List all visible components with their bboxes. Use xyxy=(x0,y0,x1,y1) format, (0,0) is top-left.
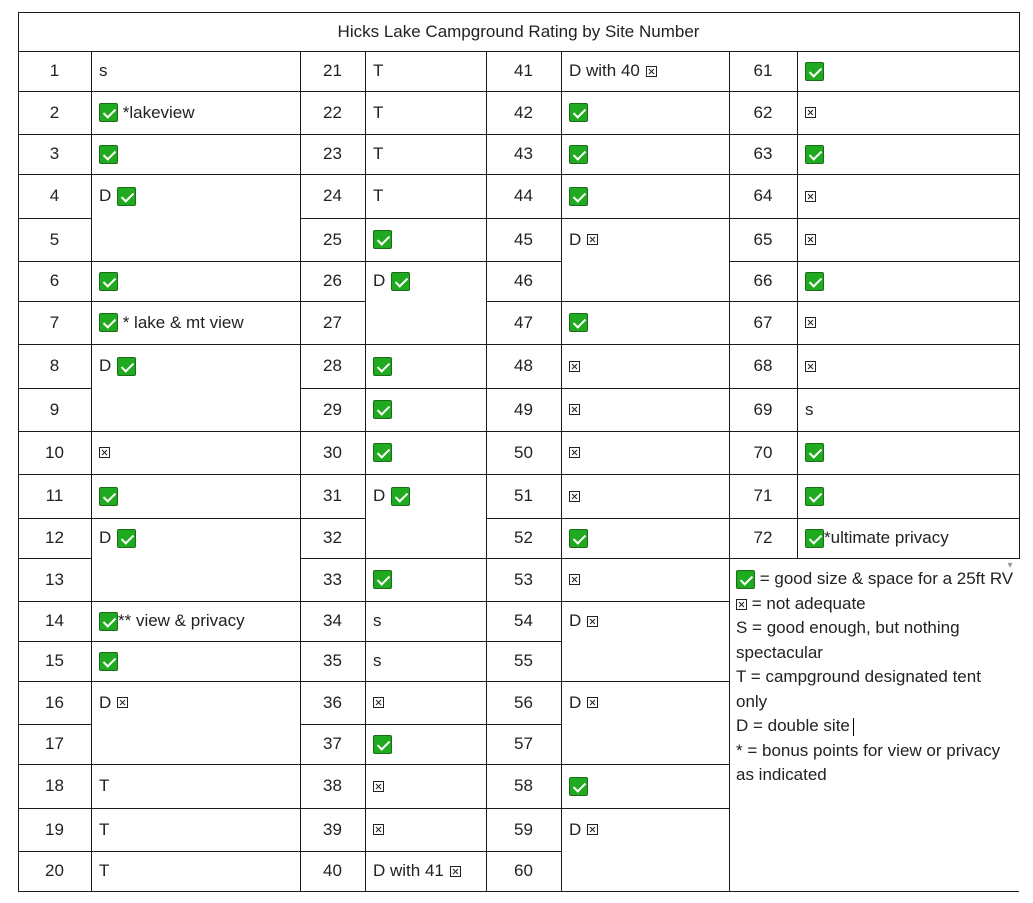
row-divider xyxy=(365,891,486,892)
x-box-icon xyxy=(736,599,747,610)
legend-text: S = good enough, but nothing spectacular xyxy=(736,618,965,662)
site-rating xyxy=(91,808,308,851)
rating-text: s xyxy=(805,399,814,419)
site-rating xyxy=(797,344,1027,388)
rating-text: D xyxy=(99,692,112,712)
site-number: 22 xyxy=(323,102,342,122)
scroll-arrow-icon[interactable]: ▾ xyxy=(1007,559,1013,571)
site-number: 34 xyxy=(323,611,342,630)
site-number: 67 xyxy=(753,312,773,332)
site-rating xyxy=(365,558,494,601)
site-number: 53 xyxy=(514,569,533,589)
site-rating xyxy=(365,681,494,724)
site-number: 7 xyxy=(49,312,60,332)
green-check-icon xyxy=(569,777,588,796)
row-divider xyxy=(561,891,729,892)
site-number: 29 xyxy=(323,399,342,419)
rating-text: D with 41 xyxy=(373,861,444,880)
rating-note: ** view & privacy xyxy=(118,611,245,630)
site-rating xyxy=(365,431,494,474)
green-check-icon xyxy=(99,652,118,671)
rating-text: T xyxy=(373,144,384,163)
site-number: 25 xyxy=(323,229,342,249)
site-rating xyxy=(365,851,494,891)
x-box-icon xyxy=(569,361,580,372)
site-number: 72 xyxy=(753,528,773,547)
legend-item xyxy=(736,739,1016,788)
site-rating xyxy=(561,431,737,474)
x-box-icon xyxy=(805,317,816,328)
x-box-icon xyxy=(373,824,384,835)
text-cursor xyxy=(853,718,854,736)
green-check-icon xyxy=(99,612,118,631)
site-rating xyxy=(561,344,737,388)
site-rating xyxy=(365,91,494,134)
green-check-icon xyxy=(805,487,824,506)
site-number: 4 xyxy=(49,186,60,205)
site-number: 56 xyxy=(514,692,533,712)
site-number: 44 xyxy=(514,186,533,205)
site-number: 20 xyxy=(45,861,64,880)
site-rating xyxy=(91,681,308,724)
site-number: 60 xyxy=(514,861,533,880)
green-check-icon xyxy=(805,62,824,81)
x-box-icon xyxy=(805,191,816,202)
site-rating xyxy=(91,344,308,388)
green-check-icon xyxy=(391,272,410,291)
site-rating xyxy=(365,808,494,851)
x-box-icon xyxy=(587,697,598,708)
rating-text: D xyxy=(569,229,582,249)
green-check-icon xyxy=(736,570,755,589)
green-check-icon xyxy=(117,187,136,206)
site-rating xyxy=(797,431,1027,474)
site-number: 28 xyxy=(323,356,342,375)
site-number: 55 xyxy=(514,651,533,670)
rating-text: D xyxy=(569,692,582,712)
site-number: 10 xyxy=(45,442,64,462)
green-check-icon xyxy=(373,443,392,462)
x-box-icon xyxy=(373,697,384,708)
site-rating xyxy=(561,301,737,344)
green-check-icon xyxy=(99,313,118,332)
green-check-icon xyxy=(569,529,588,548)
site-rating xyxy=(797,474,1027,518)
rating-text: s xyxy=(373,651,382,670)
site-rating xyxy=(91,301,308,344)
green-check-icon xyxy=(569,103,588,122)
legend-text: * = bonus points for view or privacy as indicated xyxy=(736,740,1005,784)
row-divider xyxy=(729,558,797,559)
rating-text: D xyxy=(569,611,582,630)
site-rating xyxy=(365,134,494,174)
rating-note: * lake & mt view xyxy=(118,312,244,332)
site-rating xyxy=(91,431,308,474)
site-rating xyxy=(365,388,494,431)
rating-text: D xyxy=(99,528,112,547)
site-number: 37 xyxy=(323,734,342,753)
legend-text: T = campground designated tent only xyxy=(736,667,986,711)
site-number: 71 xyxy=(753,486,773,505)
legend-text: = not adequate xyxy=(747,593,866,613)
site-number: 27 xyxy=(323,312,342,332)
site-number: 36 xyxy=(323,692,342,712)
x-box-icon xyxy=(450,866,461,877)
site-number: 50 xyxy=(514,442,533,462)
site-number: 64 xyxy=(753,186,773,205)
site-rating xyxy=(797,261,1027,301)
site-rating xyxy=(91,51,308,91)
legend-item xyxy=(736,567,1016,592)
legend-item xyxy=(736,616,1016,665)
green-check-icon xyxy=(569,187,588,206)
site-rating xyxy=(561,91,737,134)
x-box-icon xyxy=(587,234,598,245)
site-rating xyxy=(91,261,308,301)
site-rating xyxy=(797,134,1027,174)
site-rating xyxy=(365,601,494,641)
site-number: 15 xyxy=(45,651,64,670)
rating-text: T xyxy=(99,861,110,880)
site-rating xyxy=(91,474,308,518)
rating-note: *ultimate privacy xyxy=(824,528,949,547)
site-number: 2 xyxy=(49,102,60,122)
green-check-icon xyxy=(805,272,824,291)
site-number: 19 xyxy=(45,819,64,839)
site-rating xyxy=(365,218,494,261)
legend-item xyxy=(736,665,1016,714)
x-box-icon xyxy=(373,781,384,792)
site-rating xyxy=(797,174,1027,218)
x-box-icon xyxy=(587,616,598,627)
legend-text: = good size & space for a 25ft RV xyxy=(755,569,1014,588)
x-box-icon xyxy=(805,361,816,372)
green-check-icon xyxy=(391,487,410,506)
site-rating xyxy=(365,724,494,764)
site-number: 1 xyxy=(49,61,60,80)
site-rating xyxy=(561,218,737,261)
site-rating xyxy=(561,51,737,91)
rating-text: D xyxy=(569,819,582,839)
site-number: 59 xyxy=(514,819,533,839)
site-rating xyxy=(91,601,308,641)
site-number: 3 xyxy=(49,144,60,163)
x-box-icon xyxy=(569,404,580,415)
legend[interactable] xyxy=(736,567,1016,788)
site-number: 40 xyxy=(323,861,342,880)
site-rating xyxy=(365,51,494,91)
table-title: Hicks Lake Campground Rating by Site Number xyxy=(337,21,700,41)
green-check-icon xyxy=(99,272,118,291)
site-number: 33 xyxy=(323,569,342,589)
site-number: 12 xyxy=(45,528,64,547)
site-rating xyxy=(561,681,737,724)
site-number: 42 xyxy=(514,102,533,122)
x-box-icon xyxy=(569,447,580,458)
site-number: 9 xyxy=(49,399,60,419)
site-number: 57 xyxy=(514,734,533,753)
site-number: 66 xyxy=(753,271,773,290)
site-rating xyxy=(365,261,494,301)
site-rating xyxy=(797,518,1027,558)
site-rating xyxy=(561,174,737,218)
row-divider xyxy=(486,891,561,892)
x-box-icon xyxy=(569,491,580,502)
site-rating xyxy=(365,344,494,388)
site-rating xyxy=(91,851,308,891)
site-number: 70 xyxy=(753,442,773,462)
green-check-icon xyxy=(99,145,118,164)
site-number: 62 xyxy=(753,102,773,122)
site-rating xyxy=(561,388,737,431)
site-rating xyxy=(91,174,308,218)
site-number: 61 xyxy=(753,61,773,80)
site-rating xyxy=(91,91,308,134)
site-rating xyxy=(561,764,737,808)
green-check-icon xyxy=(373,400,392,419)
site-number: 39 xyxy=(323,819,342,839)
x-box-icon xyxy=(99,447,110,458)
site-rating xyxy=(561,134,737,174)
site-rating xyxy=(797,91,1027,134)
site-rating xyxy=(561,558,737,601)
site-number: 6 xyxy=(49,271,60,290)
site-rating xyxy=(91,518,308,558)
green-check-icon xyxy=(569,313,588,332)
rating-text: T xyxy=(99,776,110,795)
site-rating xyxy=(561,518,737,558)
site-number: 17 xyxy=(45,734,64,753)
site-number: 51 xyxy=(514,486,533,505)
x-box-icon xyxy=(587,824,598,835)
rating-text: D xyxy=(99,186,112,205)
site-rating xyxy=(91,764,308,808)
site-number: 18 xyxy=(45,776,64,795)
site-number: 49 xyxy=(514,399,533,419)
site-number: 35 xyxy=(323,651,342,670)
site-number: 69 xyxy=(753,399,773,419)
site-number: 24 xyxy=(323,186,342,205)
rating-text: T xyxy=(373,61,384,80)
site-number: 31 xyxy=(323,486,342,505)
site-number: 46 xyxy=(514,271,533,290)
site-rating xyxy=(797,388,1027,431)
x-box-icon xyxy=(646,66,657,77)
site-number: 8 xyxy=(49,356,60,375)
site-rating xyxy=(91,134,308,174)
site-rating xyxy=(797,51,1027,91)
rating-text: T xyxy=(99,819,110,839)
rating-text: T xyxy=(373,102,384,122)
green-check-icon xyxy=(805,443,824,462)
green-check-icon xyxy=(117,357,136,376)
x-box-icon xyxy=(805,107,816,118)
site-rating xyxy=(561,474,737,518)
green-check-icon xyxy=(99,103,118,122)
site-rating xyxy=(561,808,737,851)
rating-text: s xyxy=(373,611,382,630)
green-check-icon xyxy=(117,529,136,548)
site-number: 16 xyxy=(45,692,64,712)
site-rating xyxy=(561,601,737,641)
site-number: 68 xyxy=(753,356,773,375)
rating-text: D with 40 xyxy=(569,61,640,80)
green-check-icon xyxy=(805,145,824,164)
green-check-icon xyxy=(569,145,588,164)
rating-text: D xyxy=(373,271,386,290)
site-number: 23 xyxy=(323,144,342,163)
site-rating xyxy=(365,641,494,681)
row-divider xyxy=(18,891,91,892)
site-number: 47 xyxy=(514,312,533,332)
row-divider xyxy=(797,558,1019,559)
site-number: 45 xyxy=(514,229,533,249)
site-number: 54 xyxy=(514,611,533,630)
site-number: 21 xyxy=(323,61,342,80)
site-number: 41 xyxy=(514,61,533,80)
green-check-icon xyxy=(805,529,824,548)
site-number: 11 xyxy=(45,486,64,505)
legend-item xyxy=(736,714,1016,739)
site-number: 38 xyxy=(323,776,342,795)
rating-note: *lakeview xyxy=(118,102,195,122)
legend-item xyxy=(736,592,1016,617)
site-number: 43 xyxy=(514,144,533,163)
site-rating xyxy=(797,301,1027,344)
rating-text: s xyxy=(99,61,108,80)
site-rating xyxy=(365,474,494,518)
x-box-icon xyxy=(117,697,128,708)
site-number: 63 xyxy=(753,144,773,163)
site-rating xyxy=(365,174,494,218)
green-check-icon xyxy=(373,570,392,589)
green-check-icon xyxy=(373,230,392,249)
green-check-icon xyxy=(373,357,392,376)
row-divider xyxy=(300,891,365,892)
site-number: 58 xyxy=(514,776,533,795)
site-rating xyxy=(365,764,494,808)
site-number: 14 xyxy=(45,611,64,630)
site-number: 65 xyxy=(753,229,773,249)
rating-text: D xyxy=(373,486,386,505)
rating-text: T xyxy=(373,186,384,205)
site-number: 30 xyxy=(323,442,342,462)
green-check-icon xyxy=(373,735,392,754)
site-number: 5 xyxy=(49,229,60,249)
x-box-icon xyxy=(805,234,816,245)
rating-text: D xyxy=(99,356,112,375)
row-divider xyxy=(91,891,300,892)
site-rating xyxy=(797,218,1027,261)
site-number: 52 xyxy=(514,528,533,547)
legend-text: D = double site xyxy=(736,716,850,735)
site-number: 32 xyxy=(323,528,342,547)
site-number: 13 xyxy=(45,569,64,589)
site-rating xyxy=(91,641,308,681)
green-check-icon xyxy=(99,487,118,506)
x-box-icon xyxy=(569,574,580,585)
site-number: 26 xyxy=(323,271,342,290)
site-number: 48 xyxy=(514,356,533,375)
